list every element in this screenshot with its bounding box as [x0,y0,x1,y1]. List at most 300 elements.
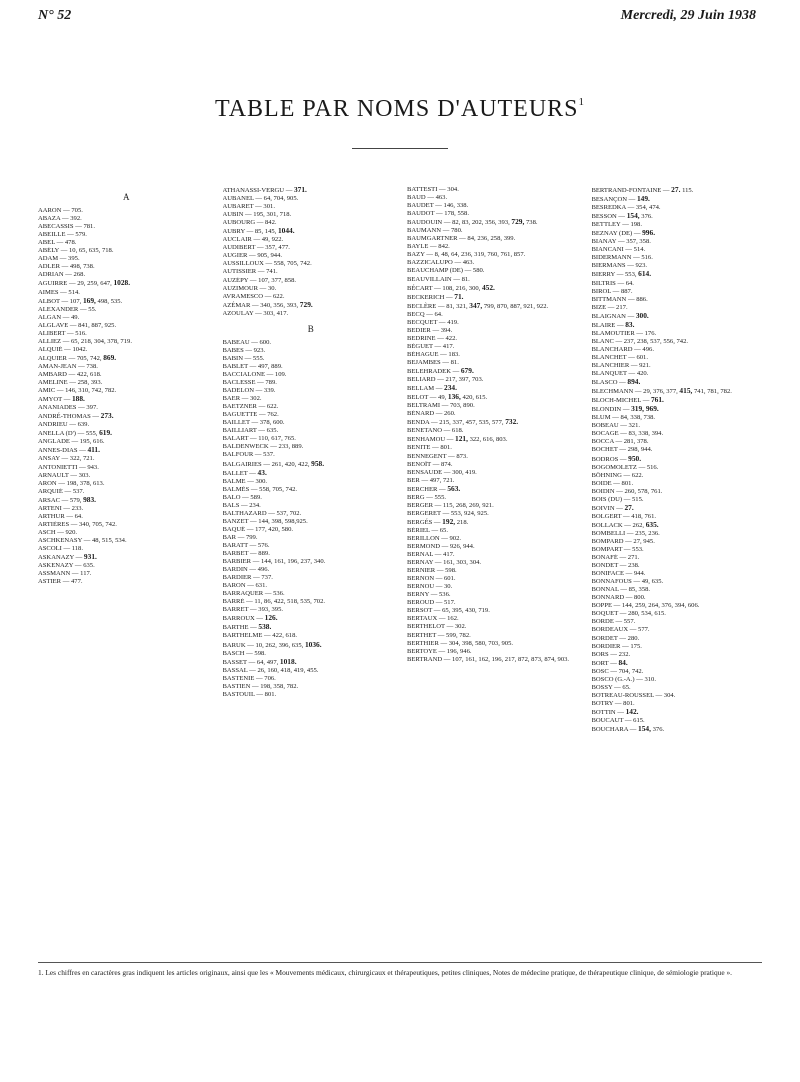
index-entry [592,204,769,212]
author-name: BÉCART — [407,284,443,292]
page-refs: 536. [273,590,285,598]
page-refs: 738. [86,362,98,370]
page-refs: 64, 497, [256,658,280,666]
author-name: BASSET — [222,658,257,666]
page-refs: 340, 705, 742. [79,520,117,528]
index-entry [38,480,215,488]
author-name: BLECHMANN — [591,388,644,396]
author-name: ANGLADE — [38,438,80,446]
page-refs: 635. [266,427,279,435]
index-entry [592,246,769,254]
author-name: BESREDKA — [591,204,636,212]
index-entry [592,346,769,354]
page-refs: 215, 337, 457, 535, 577, [439,419,506,427]
index-entry [592,195,769,204]
index-entry [223,606,400,614]
author-name: BECQUET — [407,318,448,326]
original-article-ref: 983. [83,495,97,504]
index-entry [38,513,215,521]
index-entry [592,288,769,296]
index-entry [407,510,584,518]
footnote-rule [38,962,762,963]
index-entry [407,527,584,535]
original-article-ref: 188. [71,395,85,404]
author-name: BONAFÉ — [591,554,628,562]
author-name: BEROUD — [407,599,444,607]
index-entry [38,330,215,338]
page-refs: 622. [272,292,285,300]
index-entry [223,395,400,403]
author-name: BERGERET — [407,509,451,517]
index-entry [592,562,769,570]
author-name: AUBANEL — [222,195,264,203]
index-entry [407,567,584,575]
original-article-ref: 234. [444,384,457,393]
page-refs: 260, 578, 761. [624,487,663,495]
page-refs: 280, 534, 615. [628,610,666,618]
author-name: ALGLAVE — [38,321,79,329]
author-name: BORDET — [591,634,628,642]
page-refs: 81. [450,358,459,366]
index-entry [592,414,769,422]
index-entry [38,464,215,472]
page-refs: 887. [620,287,633,295]
index-entry [38,496,215,505]
author-name: BASTIEN — [222,682,261,690]
author-name: BAUDOUIN — [407,219,453,227]
author-name: BOTREAU-ROUSSEL — [591,691,664,699]
index-entry [407,227,584,235]
original-article-ref: 729, [511,218,525,227]
index-entry [223,236,400,244]
index-entry [38,215,215,223]
author-name: BOTTIN — [591,708,626,716]
page-refs: 198. [630,221,642,229]
page-refs: 579. [75,231,87,239]
index-entry [223,195,400,203]
index-entry [38,306,215,314]
author-name: BERNAL — [407,551,444,559]
page-refs: 1042. [72,345,88,353]
index-entry [592,378,769,387]
page-refs: 598. [445,567,457,575]
author-name: BAUD — [407,194,436,202]
page-refs: 64, 704, 905. [263,195,299,203]
index-entry [407,444,584,452]
page-refs: 842. [438,243,450,251]
page-refs: 615. [633,717,645,724]
author-name: ASCH — [38,528,66,536]
page-refs: 622. [631,471,644,479]
page-refs: 514. [68,288,80,296]
page-refs: 780. [450,227,463,235]
page-refs: 161, 303, 304. [443,559,482,567]
page-refs: 81. [461,275,470,283]
author-name: BACLESSE — [222,379,266,387]
page-refs: 801. [621,479,634,487]
page-refs: 300, 419. [452,468,477,476]
index-entry [407,453,584,461]
page-refs: 420. [636,370,649,378]
author-name: AIMES — [38,288,69,296]
author-name: AUBIN — [222,211,254,219]
index-entry [223,590,400,598]
index-entry [592,610,769,618]
author-name: BENNEGENT — [407,452,457,460]
author-name: BLANQUET — [591,370,637,378]
index-entry [407,376,584,384]
page-refs: 195, 616. [79,438,105,446]
index-entry [38,363,215,371]
page-refs: 737. [261,574,273,582]
index-entry [407,418,584,427]
index-entry [407,461,584,469]
index-entry [407,656,584,664]
index-entry [223,252,400,260]
original-article-ref: 1036. [304,640,322,649]
author-name: BLOCH-MICHEL — [591,397,651,405]
page-refs: 321. [628,422,641,430]
index-entry [407,351,584,359]
page-refs: 107, 377, 858. [258,276,297,284]
original-article-ref: 192, [442,517,456,526]
page-refs: 496. [257,566,270,574]
index-entry [38,322,215,330]
index-entry [592,296,769,304]
page-refs: 310. [644,675,656,683]
author-name: BATTESTI — [407,186,448,193]
index-entry [223,277,400,285]
author-name: BABIN — [222,354,253,362]
page-refs: 302. [249,395,262,403]
page-refs: 302. [454,623,467,631]
author-name: BARBET — [222,550,259,558]
index-entry [223,582,400,590]
index-entry [223,355,400,363]
page-refs: 65, 395, 430, 719. [442,607,490,615]
author-name: ALGAN — [38,313,71,321]
index-entry [407,311,584,319]
index-entry [38,338,215,346]
author-name: BAUMGARTNER — [407,235,468,243]
original-article-ref: 411. [87,446,100,455]
author-name: BOUCAUT — [591,717,634,724]
index-entry [223,285,400,293]
page-refs: 622. [266,403,279,411]
index-entry [223,219,400,227]
author-name: BALFOUR — [222,451,264,459]
index-entry [592,546,769,554]
index-entry [592,338,769,346]
author-name: BARATT — [222,541,258,549]
author-name: BLANCHIER — [591,361,640,369]
original-article-ref: 538. [258,623,272,632]
index-entry [592,602,769,610]
index-entry [38,297,215,306]
page-refs: 48, 515, 534. [91,536,127,544]
section-letter: B [307,323,314,334]
index-entry [592,530,769,538]
index-entry [592,304,769,312]
author-name: BORT — [591,659,619,667]
index-entry [38,346,215,354]
author-name: ADLER — [38,263,70,271]
section-letter: A [123,192,130,202]
author-name: BERNOU — [407,583,444,591]
page-refs: 553. [632,546,644,554]
index-entry [407,194,584,202]
index-entry [223,550,400,558]
index-entry [592,643,769,651]
author-name: BLANCHARD — [591,345,643,353]
author-name: BAETZNER — [222,403,267,411]
author-name: ASCHKENASY — [38,536,92,544]
index-entry [407,186,584,194]
author-name: AUSSILLOUX — [222,260,274,268]
author-name: BERNON — [407,575,444,583]
index-entry [592,692,769,700]
index-entry [223,667,400,675]
page-refs: 706. [264,674,276,682]
page-refs: 304. [663,691,676,699]
index-entry [592,538,769,546]
author-name: AMAN-JEAN — [38,362,87,370]
page-refs: 639. [77,421,90,429]
page-refs: 395. [68,255,80,263]
author-name: ARTENI — [38,504,72,512]
page-refs: 175. [630,642,642,650]
index-entry [592,254,769,262]
index-entry [407,535,584,543]
index-entry [592,570,769,578]
original-article-ref: 347, [469,301,483,310]
page-refs: 516. [75,329,87,337]
index-column [407,186,584,956]
index-entry [223,211,400,219]
author-name: BACCIALONE — [222,370,275,378]
author-name: ALQUIÉ — [38,345,73,353]
index-entry [223,301,400,310]
original-article-ref: 149. [636,195,650,204]
original-article-ref: 761. [650,396,664,405]
index-entry [38,387,215,395]
index-entry [38,289,215,297]
page-refs: 65. [622,683,631,691]
page-refs: 144, 398, 598,925. [258,517,308,525]
author-name: AUCLAIR — [222,236,262,244]
page-refs: 905, 944. [257,252,283,260]
page-refs: 10, 65, 635, 718. [68,247,114,255]
page-refs: 65, 218, 304, 378, 719. [70,337,132,345]
page-refs: 463. [435,194,448,202]
original-article-ref: 996. [642,229,656,238]
index-entry [223,502,400,510]
page-refs: 799, 870, 887, 921, 922. [482,302,549,310]
index-entry [38,379,215,387]
author-name: BERGÉS — [407,518,443,526]
page-refs: 108, 216, 300, [442,284,482,292]
page-refs: 198, 358, 782. [260,682,299,690]
original-article-ref: 563. [447,484,461,493]
author-name: BENSAUDE — [407,468,453,476]
author-name: BARDIN — [222,566,258,574]
page-refs: 599, 782. [446,631,471,639]
index-entry [223,403,400,411]
index-entry [38,354,215,363]
author-name: BOGOMOLETZ — [591,463,647,471]
original-article-ref: 136, [447,393,461,402]
author-name: BONNAFOUS — [591,578,642,586]
author-name: AUZÉPY — [222,276,259,284]
index-entry [223,443,400,451]
author-name: BASCH — [222,649,255,657]
author-name: BOIDE — [591,479,622,487]
author-name: BIZE — [591,303,617,311]
page-refs: 183. [448,350,460,358]
index-entry [592,387,769,396]
index-entry [407,384,584,393]
index-entry [223,387,400,395]
author-name: BAUDOT — [407,210,445,218]
index-entry [407,518,584,527]
page-refs: 874. [440,460,453,468]
author-name: BLAIRE — [591,321,626,329]
author-name: BLANC — [591,337,624,345]
author-name: BERTRAND-FONTAINE — [591,187,672,194]
author-name: BESSON — [591,213,627,221]
author-name: BITTMANN — [591,295,637,303]
author-name: BALLET — [222,469,258,477]
page-refs: 262, [632,521,646,529]
page-refs: 553, [624,271,639,279]
page-refs: 579, [69,496,84,504]
author-name: BILTRIS — [591,279,626,287]
author-name: ARSAC — [38,496,70,504]
page-refs: 322, 616, 803. [467,436,508,444]
index-entry [592,405,769,414]
page-refs: 55. [88,305,97,313]
page-refs: 298, 944. [627,446,653,454]
page-refs: 589. [250,493,262,501]
page-refs: 281, 378. [623,438,649,446]
author-name: ASSMANN — [38,570,81,578]
index-entry [407,615,584,623]
author-name: BELEHRADEK — [407,368,461,376]
page-refs: 498, 738. [69,263,95,271]
index-entry [38,207,215,215]
page-refs: 82, 83, 202, 356, 393, [452,219,512,227]
page-refs: 704, 742. [618,667,644,675]
page-refs: 600. [259,338,272,346]
index-entry [223,371,400,379]
index-entry [223,203,400,211]
page-refs: 238. [628,562,640,570]
author-name: BÖHNING — [591,471,632,479]
original-article-ref: 1044. [277,227,295,236]
page-refs: 233. [71,504,84,512]
page-refs: 64. [74,512,83,520]
page-title [0,96,800,123]
page-refs: 234. [249,501,261,509]
author-name: ASKENAZY — [38,562,84,570]
page-refs: 85, 358. [628,586,651,594]
author-name: ADRIAN — [38,271,74,279]
page-refs: 107, 161, 162, 196, 217, 872, 873, 874, 903. [452,655,570,663]
index-entry [223,566,400,574]
page-refs: 781. [83,223,95,231]
index-entry [407,575,584,583]
index-entry [38,223,215,231]
author-name: BAZY — [407,251,435,259]
index-entry [223,411,400,419]
original-article-ref: 415, [679,387,693,396]
author-name: BIERRY — [591,271,625,279]
author-name: ANELLA (D') — [38,430,86,438]
author-name: BOCAGE — [591,430,629,438]
index-entry [223,650,400,658]
page-refs: 902. [449,534,462,542]
index-entry [223,347,400,355]
page-refs: 497, 721. [429,476,455,484]
footnote: 1. Les chiffres en caractères gras indiquent les articles originaux, ainsi que les « Mouvements médicaux, chirurgicaux et thérapeutiques, petites cliniques, Notes de médecine pratique, de thérapeutique clinique, de sémiologie pratique ». [38,968,733,977]
index-entry [38,239,215,247]
author-name: ARTIÈRES — [38,520,79,528]
index-entry [592,221,769,229]
index-entry [38,521,215,529]
index-entry [592,186,769,195]
page-refs: 920. [65,528,78,536]
page-refs: 65. [439,526,448,534]
author-name: BADELON — [222,387,264,395]
original-article-ref: 319, 969. [631,405,659,414]
author-name: AZOULAY — [222,309,264,317]
index-entry [592,472,769,480]
index-entry [592,554,769,562]
author-name: ALEXANDER — [38,305,89,313]
original-article-ref: 931. [83,553,97,562]
index-entry [223,260,400,268]
index-entry [407,284,584,293]
page-refs: 923. [635,262,648,270]
index-entry [38,446,215,455]
page-refs: 422, 618. [272,632,298,640]
page-refs: 477. [70,578,83,586]
author-name: BAGUETTE — [222,411,268,419]
index-entry [407,218,584,227]
author-name: BLASCO — [591,379,628,387]
index-entry [407,607,584,615]
page-refs: 217. [616,303,628,311]
page-refs: 146, 338. [443,202,469,210]
index-entry [223,542,400,550]
index-column [38,186,215,956]
original-article-ref: 71. [454,292,464,301]
author-name: BASTOUIL — [222,690,265,698]
index-entry [223,469,400,478]
page-refs: 11, 86, 422, 518, 535, 702. [254,598,326,606]
author-name: ANTONIETTI — [38,463,88,471]
page-refs: 601. [444,575,456,583]
page-refs: 558, 705, 742. [273,260,312,268]
page-refs: 84, 338, 738. [620,414,656,422]
index-entry [407,267,584,275]
author-name: BLANCHET — [591,353,637,361]
author-name: BOPPE — [591,602,622,610]
page-refs: 177, 420, 580. [255,525,294,533]
page-refs: 232. [618,650,631,658]
author-name: ALIBERT — [38,329,76,337]
index-entry [223,558,400,566]
